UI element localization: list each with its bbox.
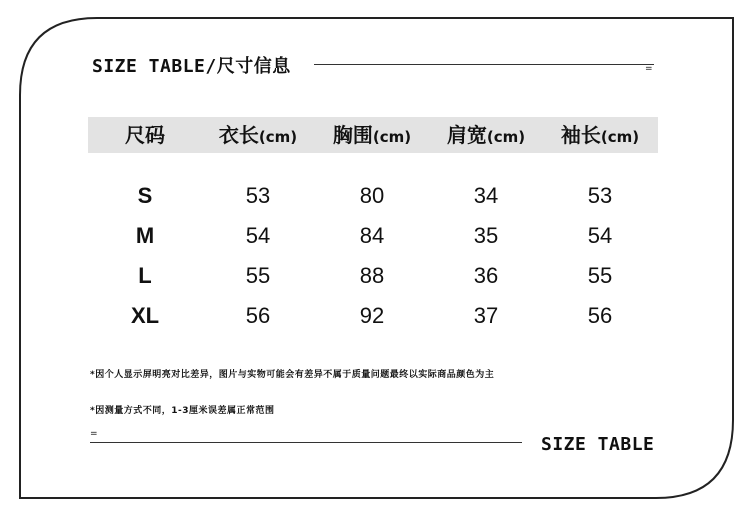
table-cell-length: 55	[245, 263, 271, 288]
column-header-sleeve: 袖长(cm)	[560, 123, 640, 147]
table-cell-length: 53	[245, 183, 271, 208]
column-header-chest: 胸围(cm)	[332, 123, 412, 147]
table-cell-chest: 80	[359, 183, 385, 208]
table-cell-sleeve: 54	[587, 223, 613, 248]
table-cell-shoulder: 37	[473, 303, 499, 328]
footer-title: SIZE TABLE	[541, 434, 655, 455]
footer-rule	[90, 442, 522, 443]
table-cell-sleeve: 53	[587, 183, 613, 208]
table-cell-chest: 84	[359, 223, 385, 248]
table-cell-shoulder: 35	[473, 223, 499, 248]
header-title: SIZE TABLE/尺寸信息	[92, 56, 291, 77]
column-header-shoulder: 肩宽(cm)	[446, 123, 526, 147]
table-cell-chest: 88	[359, 263, 385, 288]
table-cell-shoulder: 36	[473, 263, 499, 288]
column-header-length: 衣长(cm)	[218, 123, 298, 147]
table-cell-size: L	[138, 263, 152, 288]
header-mark: =	[645, 64, 653, 74]
size-table-header	[88, 117, 658, 153]
table-cell-size: S	[137, 183, 153, 208]
footer-mark: =	[90, 429, 98, 439]
table-cell-shoulder: 34	[473, 183, 499, 208]
note-measurement-tolerance: *因测量方式不同，1-3厘米误差属正常范围	[90, 406, 275, 416]
note-display-difference: *因个人显示屏明亮对比差异，图片与实物可能会有差异不属于质量问题最终以实际商品颜色为主	[90, 370, 495, 380]
table-cell-length: 54	[245, 223, 271, 248]
column-header-size: 尺码	[125, 123, 165, 147]
table-cell-sleeve: 56	[587, 303, 613, 328]
table-cell-chest: 92	[359, 303, 385, 328]
table-cell-size: XL	[130, 303, 160, 328]
table-cell-sleeve: 55	[587, 263, 613, 288]
table-cell-size: M	[135, 223, 155, 248]
table-cell-length: 56	[245, 303, 271, 328]
header-rule	[314, 64, 654, 65]
